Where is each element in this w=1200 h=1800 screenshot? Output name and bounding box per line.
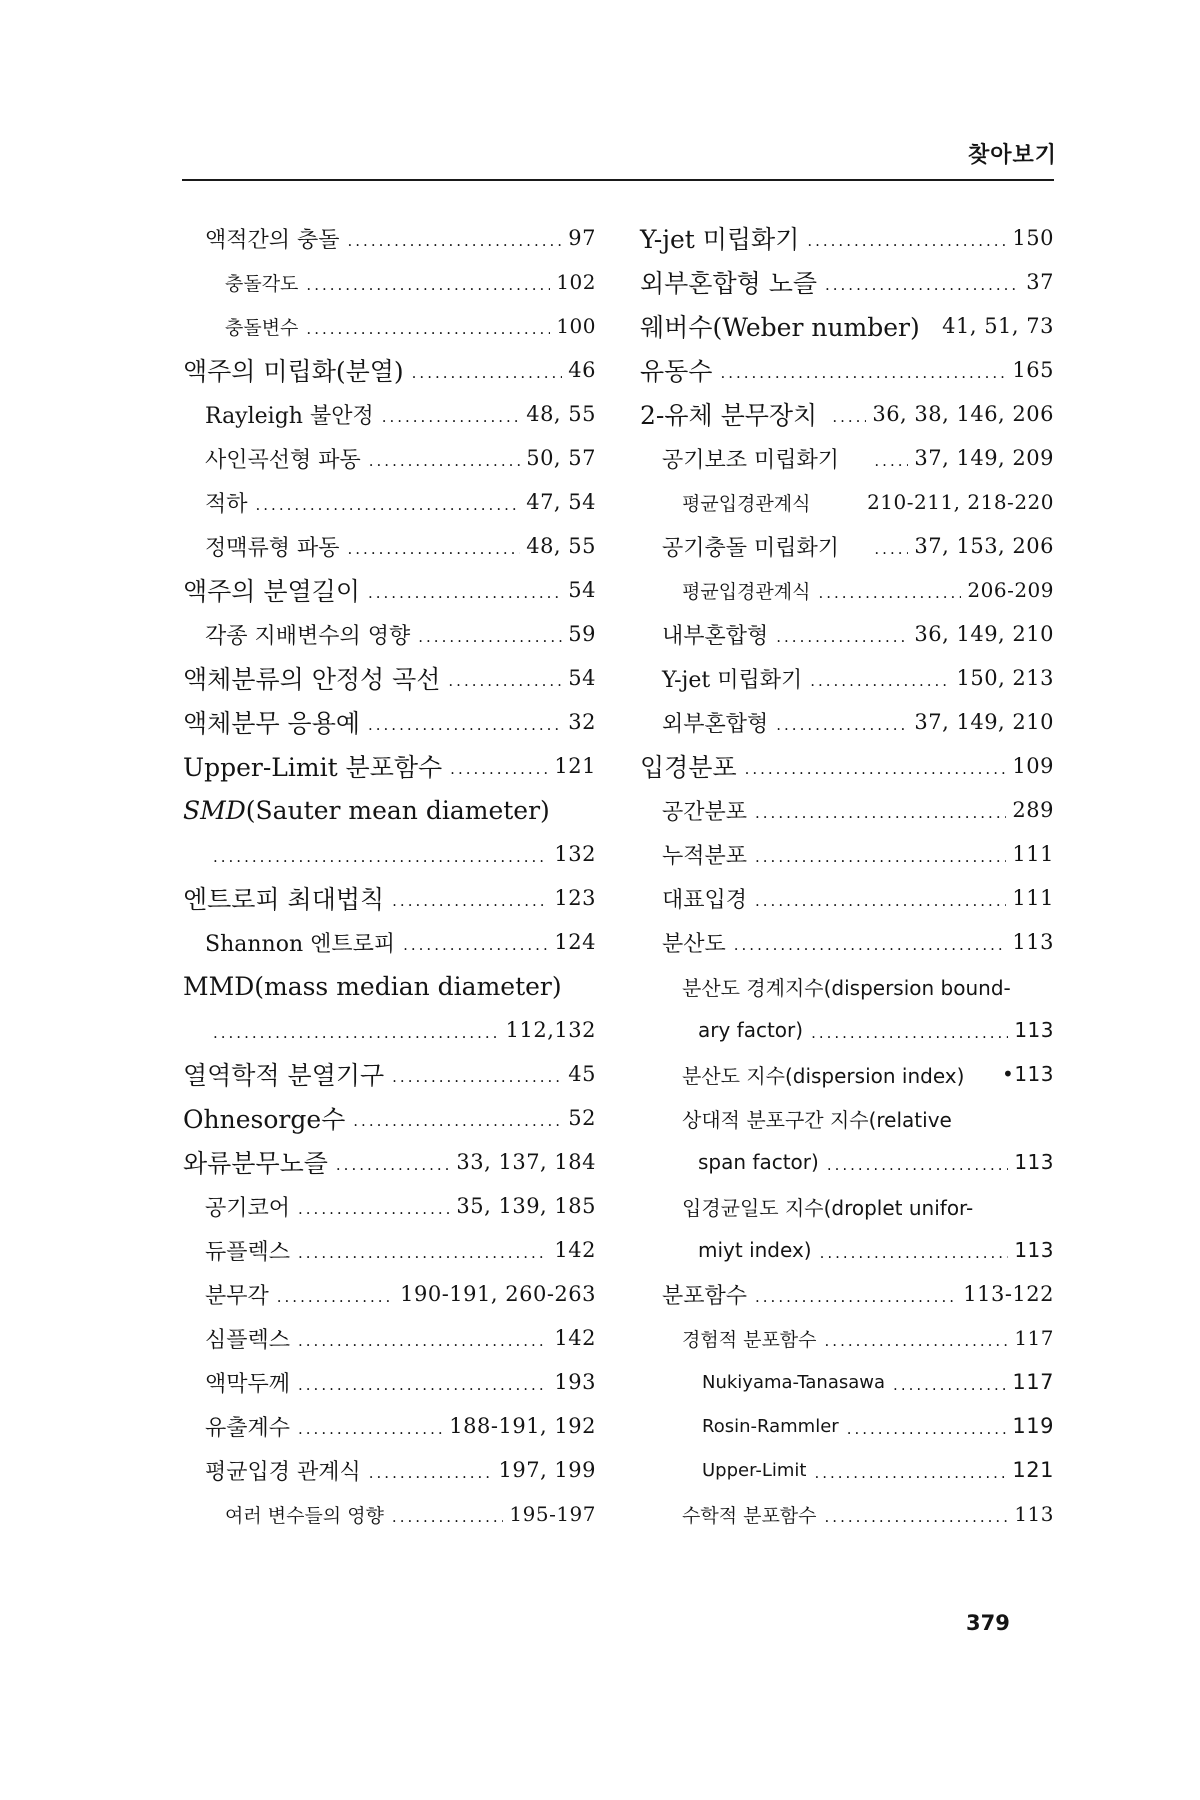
index-entry	[183, 1492, 596, 1536]
index-entry	[640, 1228, 1054, 1272]
index-entry	[640, 656, 1054, 700]
index-term: 각종 지배변수의 영향	[205, 623, 411, 649]
index-term: 분포함수	[662, 1283, 748, 1309]
index-pages: 37, 149, 210	[914, 710, 1054, 734]
dot-leader	[256, 492, 521, 513]
dot-leader	[277, 1284, 394, 1305]
header-rule	[182, 179, 1054, 181]
index-term: 평균입경관계식	[682, 492, 811, 515]
index-term: Upper-Limit 분포함수	[183, 753, 443, 782]
dot-leader	[811, 1020, 1008, 1041]
index-entry	[640, 920, 1054, 964]
dot-leader	[306, 272, 550, 293]
index-term	[183, 796, 550, 825]
index-column-right	[640, 216, 1054, 1536]
index-term: 충돌변수	[225, 316, 299, 339]
index-entry	[640, 700, 1054, 744]
index-term: 공기코어	[205, 1195, 291, 1221]
index-entry	[640, 1448, 1054, 1492]
dot-leader	[814, 1460, 1006, 1481]
index-term: 액주의 미립화(분열)	[183, 357, 404, 386]
index-entry	[183, 1096, 596, 1140]
dot-leader	[368, 712, 562, 733]
index-pages: 48, 55	[526, 402, 596, 426]
dot-leader	[336, 1152, 451, 1173]
index-term: 웨버수(Weber number)	[640, 313, 920, 342]
dot-leader	[298, 1240, 548, 1261]
index-pages: 109	[1012, 754, 1054, 778]
index-pages: 100	[556, 314, 596, 338]
page-number: 379	[966, 1611, 1010, 1635]
dot-leader	[893, 1372, 1006, 1393]
index-entry	[183, 1184, 596, 1228]
index-term: 와류분무노즐	[183, 1149, 328, 1178]
index-term: 외부혼합형	[662, 711, 769, 737]
index-entry	[640, 216, 1054, 260]
index-term-expansion: (Sauter mean diameter)	[245, 795, 550, 825]
index-term: span factor)	[698, 1150, 819, 1174]
index-entry	[183, 1316, 596, 1360]
index-pages: 117	[1014, 1326, 1054, 1350]
index-entry	[640, 524, 1054, 568]
index-term: 상대적 분포구간 지수(relative	[682, 1107, 952, 1132]
index-entry	[640, 1008, 1054, 1052]
dot-leader	[298, 1372, 548, 1393]
index-pages: 113	[1014, 1150, 1054, 1174]
index-entry	[640, 1404, 1054, 1448]
index-term: 경험적 분포함수	[682, 1328, 817, 1351]
index-pages: 197, 199	[498, 1458, 596, 1482]
index-term: 분무각	[205, 1283, 269, 1309]
index-entry	[183, 436, 596, 480]
index-pages: 113-122	[963, 1282, 1054, 1306]
index-pages: 32	[568, 710, 596, 734]
index-column-left	[183, 216, 596, 1536]
index-pages: 123	[554, 886, 596, 910]
index-term: 내부혼합형	[662, 623, 769, 649]
index-entry	[640, 436, 1054, 480]
index-pages: •113	[1002, 1062, 1054, 1086]
index-term: 입경분포	[640, 753, 737, 782]
index-pages: 47, 54	[526, 490, 596, 514]
index-term: Rosin-Rammler	[702, 1415, 839, 1437]
index-pages: 119	[1012, 1414, 1054, 1438]
dot-leader	[755, 888, 1006, 909]
index-pages: 35, 139, 185	[456, 1194, 596, 1218]
index-entry	[640, 744, 1054, 788]
index-term: Y-jet 미립화기	[640, 225, 800, 254]
index-term: 평균입경 관계식	[205, 1459, 361, 1485]
index-entry	[183, 568, 596, 612]
index-term: 분산도 지수(dispersion index)	[682, 1063, 965, 1088]
dot-leader	[213, 1020, 500, 1041]
index-entry	[640, 964, 1054, 1008]
index-entry	[183, 612, 596, 656]
index-entry	[640, 788, 1054, 832]
index-term: 공기충돌 미립화기	[662, 535, 840, 561]
index-entry	[183, 920, 596, 964]
index-pages: 37, 153, 206	[914, 534, 1054, 558]
dot-leader	[369, 1460, 493, 1481]
index-term: 액주의 분열길이	[183, 577, 360, 606]
index-entry	[183, 1052, 596, 1096]
index-entry	[640, 348, 1054, 392]
index-entry	[640, 1272, 1054, 1316]
index-term: 듀플렉스	[205, 1239, 291, 1265]
index-entry	[640, 480, 1054, 524]
index-entry	[183, 524, 596, 568]
index-pages: 142	[554, 1238, 596, 1262]
index-pages: 111	[1012, 886, 1054, 910]
index-entry	[183, 1360, 596, 1404]
index-pages: 150	[1012, 226, 1054, 250]
index-entry	[183, 832, 596, 876]
index-entry	[183, 656, 596, 700]
index-pages: 45	[568, 1062, 596, 1086]
index-pages: 52	[568, 1106, 596, 1130]
dot-leader	[825, 272, 1020, 293]
index-term: 대표입경	[662, 887, 748, 913]
index-entry	[183, 304, 596, 348]
index-pages: 102	[556, 270, 596, 294]
dot-leader	[874, 448, 908, 469]
index-pages: 59	[568, 622, 596, 646]
dot-leader	[847, 1416, 1007, 1437]
index-term: 분산도 경계지수(dispersion bound-	[682, 975, 1011, 1000]
dot-leader	[213, 844, 548, 865]
index-pages: 121	[1012, 1458, 1054, 1482]
index-pages: 41, 51, 73	[942, 314, 1054, 338]
index-term: 열역학적 분열기구	[183, 1061, 385, 1090]
index-entry	[183, 700, 596, 744]
index-pages: 111	[1012, 842, 1054, 866]
index-pages: 195-197	[509, 1502, 596, 1526]
dot-leader	[874, 536, 908, 557]
index-term: ary factor)	[698, 1018, 804, 1042]
index-term: 액체분무 응용예	[183, 709, 360, 738]
index-entry	[640, 392, 1054, 436]
dot-leader	[298, 1416, 443, 1437]
index-entry	[183, 1008, 596, 1052]
dot-leader	[306, 316, 550, 337]
index-term: Rayleigh 불안정	[205, 403, 374, 429]
index-pages: 54	[568, 666, 596, 690]
index-term: 평균입경관계식	[682, 580, 811, 603]
index-term: 여러 변수들의 영향	[225, 1504, 384, 1527]
index-entry	[640, 1052, 1054, 1096]
index-entry	[640, 304, 1054, 348]
index-pages: 132	[554, 842, 596, 866]
dot-leader	[382, 404, 520, 425]
index-pages: 117	[1012, 1370, 1054, 1394]
index-entry	[640, 568, 1054, 612]
index-term: 심플렉스	[205, 1327, 291, 1353]
dot-leader	[392, 1504, 503, 1525]
dot-leader	[745, 756, 1007, 777]
index-entry	[183, 348, 596, 392]
index-entry	[183, 1140, 596, 1184]
dot-leader	[353, 1108, 562, 1129]
index-term: Upper-Limit	[702, 1459, 807, 1481]
dot-leader	[348, 536, 521, 557]
index-term: 엔트로피 최대법칙	[183, 885, 385, 914]
dot-leader	[755, 1284, 957, 1305]
index-entry	[183, 964, 596, 1008]
index-entry	[640, 1096, 1054, 1140]
index-pages: 150, 213	[956, 666, 1054, 690]
index-pages: 142	[554, 1326, 596, 1350]
index-pages: 33, 137, 184	[456, 1150, 596, 1174]
index-pages: 113	[1014, 1238, 1054, 1262]
index-term: 공기보조 미립화기	[662, 447, 840, 473]
index-entry	[183, 216, 596, 260]
index-term: Nukiyama-Tanasawa	[702, 1371, 886, 1393]
dot-leader	[827, 1152, 1009, 1173]
index-term: 사인곡선형 파동	[205, 447, 361, 473]
index-entry	[183, 744, 596, 788]
index-entry	[183, 1448, 596, 1492]
index-entry	[183, 876, 596, 920]
dot-leader	[392, 888, 548, 909]
dot-leader	[734, 932, 1007, 953]
index-pages: 37, 149, 209	[914, 446, 1054, 470]
index-pages: 46	[568, 358, 596, 382]
dot-leader	[369, 448, 520, 469]
index-pages: 36, 149, 210	[914, 622, 1054, 646]
running-header-title: 찾아보기	[967, 143, 1057, 168]
index-term: 액적간의 충돌	[205, 227, 340, 253]
index-term-abbrev: SMD	[183, 795, 246, 825]
dot-leader	[403, 932, 548, 953]
index-term: 충돌각도	[225, 272, 299, 295]
index-pages: 121	[554, 754, 596, 778]
index-pages: 188-191, 192	[449, 1414, 596, 1438]
dot-leader	[450, 756, 548, 777]
dot-leader	[755, 800, 1006, 821]
index-entry	[640, 876, 1054, 920]
dot-leader	[776, 712, 908, 733]
index-entry	[640, 1492, 1054, 1536]
index-term: 정맥류형 파동	[205, 535, 340, 561]
dot-leader	[418, 624, 562, 645]
index-term: 적하	[205, 491, 248, 517]
index-term: 수학적 분포함수	[682, 1504, 817, 1527]
dot-leader	[807, 228, 1006, 249]
index-entry	[640, 1140, 1054, 1184]
index-entry	[183, 1404, 596, 1448]
index-entry	[640, 832, 1054, 876]
index-pages: 36, 38, 146, 206	[872, 402, 1054, 426]
index-term: 액막두께	[205, 1371, 291, 1397]
index-term: miyt index)	[698, 1238, 812, 1262]
dot-leader	[348, 228, 563, 249]
dot-leader	[755, 844, 1006, 865]
index-pages: 113	[1012, 930, 1054, 954]
dot-leader	[818, 580, 961, 601]
index-term: Shannon 엔트로피	[205, 931, 396, 957]
index-pages: 165	[1012, 358, 1054, 382]
index-entry	[183, 480, 596, 524]
dot-leader	[368, 580, 562, 601]
index-term: 액체분류의 안정성 곡선	[183, 665, 441, 694]
index-pages: 54	[568, 578, 596, 602]
index-pages: 37	[1026, 270, 1054, 294]
index-pages: 48, 55	[526, 534, 596, 558]
index-entry	[183, 392, 596, 436]
dot-leader	[810, 668, 950, 689]
dot-leader	[448, 668, 562, 689]
index-pages: 113	[1014, 1502, 1054, 1526]
index-term: Ohnesorge수	[183, 1105, 346, 1134]
index-pages: 97	[568, 226, 596, 250]
index-term: 유동수	[640, 357, 713, 386]
index-pages: 289	[1012, 798, 1054, 822]
index-entry	[183, 788, 596, 832]
index-term: 유출계수	[205, 1415, 291, 1441]
index-term: 공간분포	[662, 799, 748, 825]
index-pages: 193	[554, 1370, 596, 1394]
index-pages: 112,132	[505, 1018, 596, 1042]
dot-leader	[720, 360, 1006, 381]
index-term: 외부혼합형 노즐	[640, 269, 817, 298]
dot-leader	[412, 360, 563, 381]
index-pages: 206-209	[967, 578, 1054, 602]
index-entry	[640, 260, 1054, 304]
index-pages: 50, 57	[526, 446, 596, 470]
index-term: 분산도	[662, 931, 726, 957]
dot-leader	[832, 404, 866, 425]
index-term: 누적분포	[662, 843, 748, 869]
index-pages: 124	[554, 930, 596, 954]
index-term: MMD(mass median diameter)	[183, 971, 562, 1001]
index-entry	[183, 1228, 596, 1272]
dot-leader	[776, 624, 908, 645]
dot-leader	[392, 1064, 562, 1085]
index-entry	[640, 612, 1054, 656]
index-pages: 113	[1014, 1018, 1054, 1042]
dot-leader	[298, 1196, 450, 1217]
dot-leader	[825, 1504, 1009, 1525]
index-term: 입경균일도 지수(droplet unifor-	[682, 1195, 974, 1220]
index-entry	[640, 1316, 1054, 1360]
index-entry	[183, 1272, 596, 1316]
dot-leader	[825, 1328, 1009, 1349]
dot-leader	[298, 1328, 548, 1349]
index-entry	[183, 260, 596, 304]
index-pages: 190-191, 260-263	[400, 1282, 596, 1306]
dot-leader	[820, 1240, 1009, 1261]
index-entry	[640, 1184, 1054, 1228]
index-term: 2-유체 분무장치	[640, 401, 818, 430]
index-pages: 210-211, 218-220	[867, 490, 1054, 514]
index-entry	[640, 1360, 1054, 1404]
index-term: Y-jet 미립화기	[662, 667, 803, 693]
